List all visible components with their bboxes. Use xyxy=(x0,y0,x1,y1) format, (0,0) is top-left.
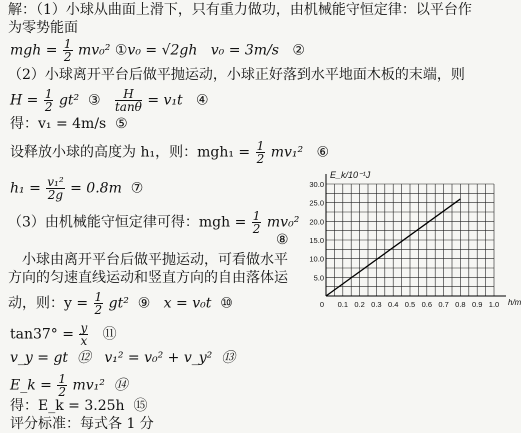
eq6-lhs: 设释放小球的高度为 h₁，则：mgh₁ = xyxy=(10,144,251,161)
marker-12: ⑫ xyxy=(76,350,91,366)
solution-line-4: （2）小球离开平台后做平抛运动，小球正好落到水平地面木板的末端，则 xyxy=(8,67,465,83)
eq8-fraction xyxy=(252,210,262,235)
eq11-lhs: tan37° = xyxy=(10,326,74,343)
y-tick-label: 10.0 xyxy=(309,254,324,264)
marker-4: ④ xyxy=(196,92,209,109)
eq1-rhs: mv₀² xyxy=(77,42,111,59)
marker-11: ⑪ xyxy=(102,326,117,343)
x-tick-label: 0.3 xyxy=(371,300,382,309)
eq6-fraction xyxy=(256,140,266,165)
x-tick-label: 0.7 xyxy=(438,300,449,309)
marker-7: ⑦ xyxy=(130,180,144,197)
eq14-den: 2 xyxy=(58,385,66,399)
marker-13: ⑬ xyxy=(221,350,236,366)
origin-label: 0 xyxy=(319,300,325,309)
x-tick-label: 0.6 xyxy=(421,300,433,309)
eq13: v₁² = v₀² + v_y² xyxy=(104,350,213,366)
solution-line-11: 方向的匀速直线运动和竖直方向的自由落体运 xyxy=(8,270,288,286)
eq2-result: v₀ = 3m/s xyxy=(210,42,279,59)
eq9-den: 2 xyxy=(94,303,103,317)
eq1-num: 1 xyxy=(63,37,72,51)
x-tick-label: 0.4 xyxy=(387,300,399,309)
eq8-rhs: mv₀² xyxy=(266,214,300,231)
x-tick-label: 1.0 xyxy=(488,300,500,309)
eq3-lhs: H = xyxy=(10,92,39,109)
eq9-fraction xyxy=(94,291,104,316)
equation-14 xyxy=(10,373,128,398)
eq7-den: 2g xyxy=(47,188,64,202)
y-tick-label: 15.0 xyxy=(309,236,324,245)
marker-14: ⑭ xyxy=(113,377,128,394)
eq8-den: 2 xyxy=(252,222,261,236)
eq9-lhs: 动，则：y = xyxy=(8,295,89,312)
result-ek-text: 得：E_k = 3.25h xyxy=(10,398,125,414)
eq3-rhs: gt² xyxy=(58,92,80,109)
y-tick-label: 20.0 xyxy=(309,217,324,227)
eq1-den: 2 xyxy=(63,50,72,64)
result-v1 xyxy=(10,116,128,132)
x-tick-label: 0.8 xyxy=(455,300,466,309)
eq6-num: 1 xyxy=(256,139,265,153)
marker-15: ⑮ xyxy=(133,398,148,414)
solution-line-1: 解：（1）小球从曲面上滑下，只有重力做功，由机械能守恒定律：以平台作 xyxy=(8,2,472,18)
scoring-note: 评分标准：每式各 1 分 xyxy=(10,416,154,432)
equation-9-10 xyxy=(8,291,233,316)
x-tick-label: 0.5 xyxy=(404,300,416,309)
solution-line-2: 为零势能面 xyxy=(8,20,78,36)
eq10: x = v₀t xyxy=(163,295,212,312)
eq6-rhs: mv₁² xyxy=(270,144,304,161)
y-tick-label: 30.0 xyxy=(309,180,324,189)
eq11-fraction xyxy=(79,322,88,347)
eq3-num: 1 xyxy=(44,87,53,101)
eq4-fraction xyxy=(115,88,142,113)
eq6-den: 2 xyxy=(256,152,265,166)
eq7-fraction xyxy=(46,176,64,201)
solution-line-10: 小球由离开平台后做平抛运动，可看做水平 xyxy=(22,252,288,268)
y-axis-label: E_k/10⁻¹J xyxy=(330,170,371,180)
eq12: v_y = gt xyxy=(10,350,69,366)
eq3-den: 2 xyxy=(44,100,53,114)
equation-6 xyxy=(10,140,329,165)
equation-7 xyxy=(10,176,143,201)
eq7-lhs: h₁ = xyxy=(10,180,41,197)
eq3-fraction xyxy=(44,88,54,113)
marker-6: ⑥ xyxy=(316,144,330,161)
equation-11 xyxy=(10,322,117,347)
marker-8: ⑧ xyxy=(276,232,289,248)
eq8-num: 1 xyxy=(252,209,261,223)
eq11-den: x xyxy=(80,334,88,348)
x-axis-label: h/m xyxy=(508,298,521,307)
eq14-lhs: E_k = xyxy=(10,377,52,394)
eq8-lhs: （3）由机械能守恒定律可得：mgh = xyxy=(8,214,247,231)
marker-5: ⑤ xyxy=(115,116,128,132)
eq9-num: 1 xyxy=(94,290,103,304)
equation-8 xyxy=(8,210,299,235)
y-tick-label: 5.0 xyxy=(313,273,324,283)
eq14-fraction xyxy=(57,373,67,398)
x-tick-label: 0.1 xyxy=(337,300,349,309)
eq14-rhs: mv₁² xyxy=(72,377,105,394)
marker-3: ③ xyxy=(88,92,101,109)
y-tick-label: 25.0 xyxy=(309,198,324,208)
eq2: v₀ = √2gh xyxy=(127,42,198,59)
eq7-num: v₁² xyxy=(47,175,64,189)
marker-2: ② xyxy=(292,42,305,59)
eq4-rhs: = v₁t xyxy=(147,92,183,109)
eq14-num: 1 xyxy=(58,372,66,386)
eq11-num: y xyxy=(80,321,88,335)
x-tick-label: 0.9 xyxy=(471,300,483,309)
marker-10: ⑩ xyxy=(220,295,233,312)
eq1-fraction xyxy=(63,38,73,63)
result-v1-text: 得：v₁ = 4m/s xyxy=(10,116,107,132)
equation-1 xyxy=(10,38,305,63)
marker-1: ① xyxy=(114,42,128,59)
x-tick-label: 0.2 xyxy=(354,300,365,309)
marker-9: ⑨ xyxy=(137,295,151,312)
eq9-rhs: gt² xyxy=(108,295,129,312)
result-ek xyxy=(10,398,147,414)
eq7-rhs: = 0.8m xyxy=(70,180,122,197)
eq4-num: H xyxy=(115,88,142,101)
equation-12-13 xyxy=(10,350,235,366)
ek-h-graph xyxy=(304,168,521,320)
eq4-den: tanθ xyxy=(114,100,142,114)
eq1-lhs: mgh = xyxy=(10,42,58,59)
equation-3-4 xyxy=(10,88,209,113)
